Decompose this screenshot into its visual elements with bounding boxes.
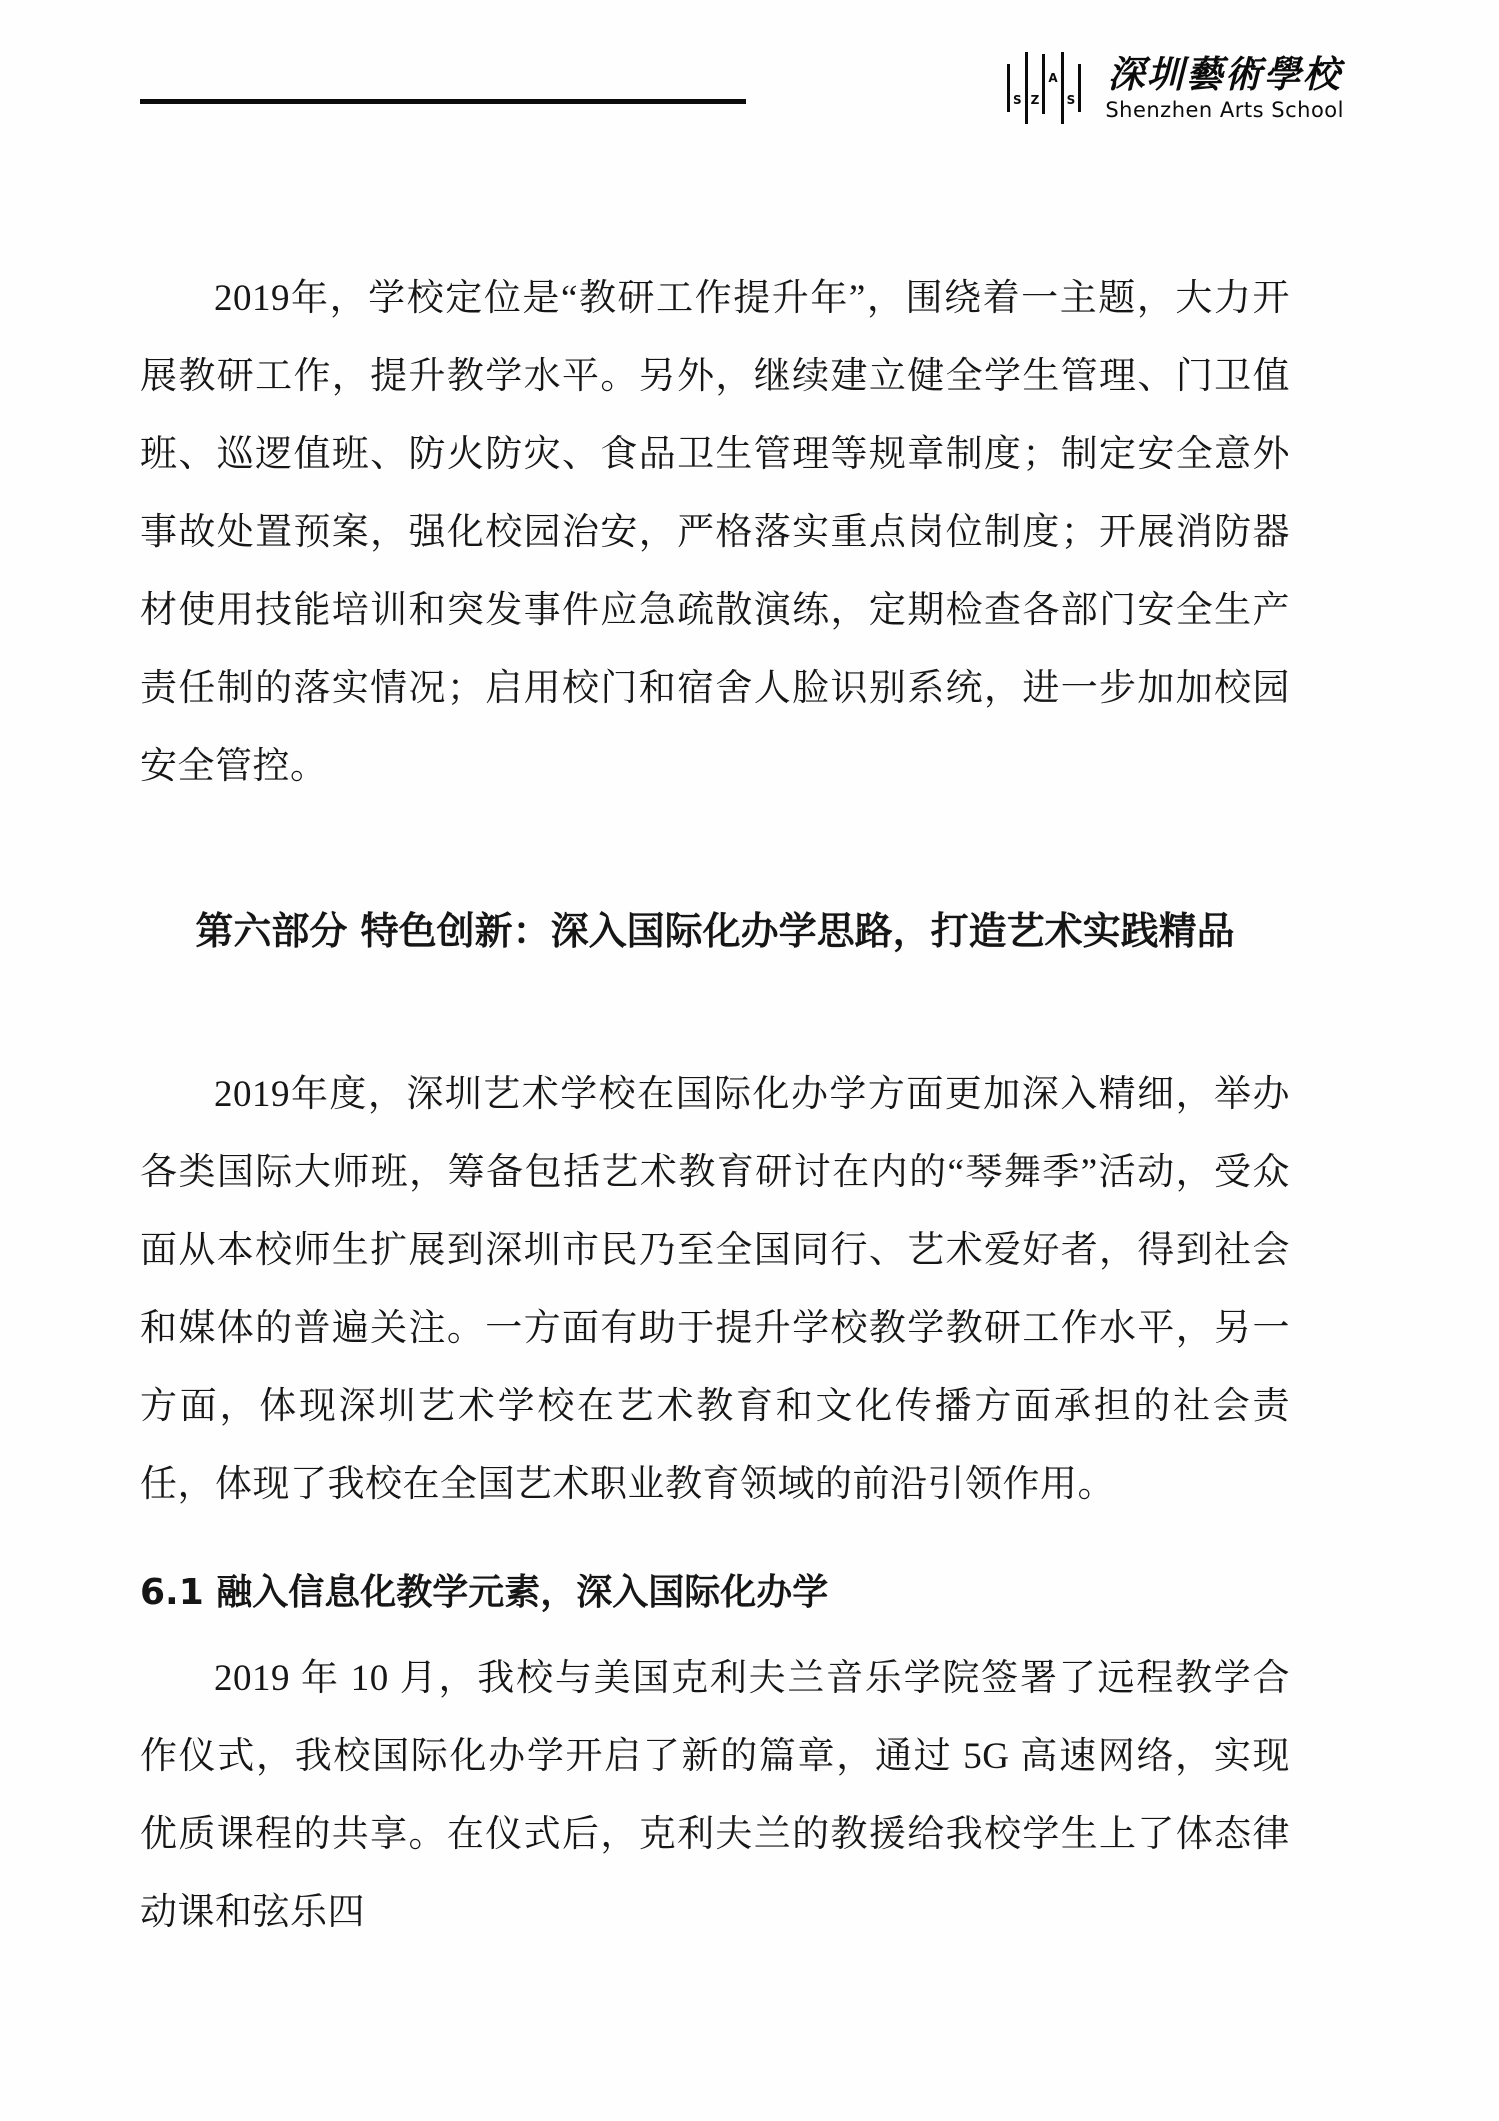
paragraph-internationalization-overview: 2019年度，深圳艺术学校在国际化办学方面更加深入精细，举办各类国际大师班，筹备包括艺术教育研讨在内的“琴舞季”活动，受众面从本校师生扩展到深圳市民乃至全国同行、艺术爱好者，得到社会和媒体的普遍关注。一方面有助于提升学校教学教研工作水平，另一方面，体现深圳艺术学校在艺术教育和文化传播方面承担的社会责任，体现了我校在全国艺术职业教育领域的前沿引领作用。 (140, 1074, 1290, 1505)
logo-bar (1042, 54, 1045, 114)
logo-text-block (1105, 52, 1344, 123)
subsection-heading-6-1: 6.1 融入信息化教学元素，深入国际化办学 (140, 1572, 829, 1613)
document-body (140, 260, 1290, 1952)
paragraph-teaching-research-and-safety: 2019年，学校定位是“教研工作提升年”，围绕着一主题，大力开展教研工作，提升教学水平。另外，继续建立健全学生管理、门卫值班、巡逻值班、防火防灾、食品卫生管理等规章制度；制定安全意外事故处置预案，强化校园治安，严格落实重点岗位制度；开展消防器材使用技能培训和突发事件应急疏散演练，定期检查各部门安全生产责任制的落实情况；启用校门和宿舍人脸识别系统，进一步加加校园安全管控。 (140, 278, 1290, 787)
logo-barcode-mark (1005, 52, 1083, 128)
paragraph-cleveland-cooperation: 2019 年 10 月，我校与美国克利夫兰音乐学院签署了远程教学合作仪式，我校国际化办学开启了新的篇章，通过 5G 高速网络，实现优质课程的共享。在仪式后，克利夫兰的教援给我校学生上了体态律动课和弦乐四 (140, 1658, 1290, 1933)
logo-letter-z: Z (1030, 93, 1040, 107)
school-logo (1005, 52, 1344, 128)
section-heading-part6: 第六部分 特色创新：深入国际化办学思路，打造艺术实践精品 (195, 909, 1235, 953)
school-name-calligraphy: 深圳藝術學校 (1107, 52, 1342, 96)
logo-bar (1025, 52, 1028, 124)
logo-bar (1078, 64, 1081, 112)
school-name-english: Shenzhen Arts School (1105, 98, 1344, 122)
logo-letter-a: A (1048, 71, 1058, 85)
header-rule (140, 99, 746, 104)
logo-bar (1007, 64, 1010, 112)
logo-letter-s1: S (1013, 93, 1022, 107)
logo-bar (1061, 52, 1064, 124)
logo-letter-s2: S (1066, 93, 1076, 107)
